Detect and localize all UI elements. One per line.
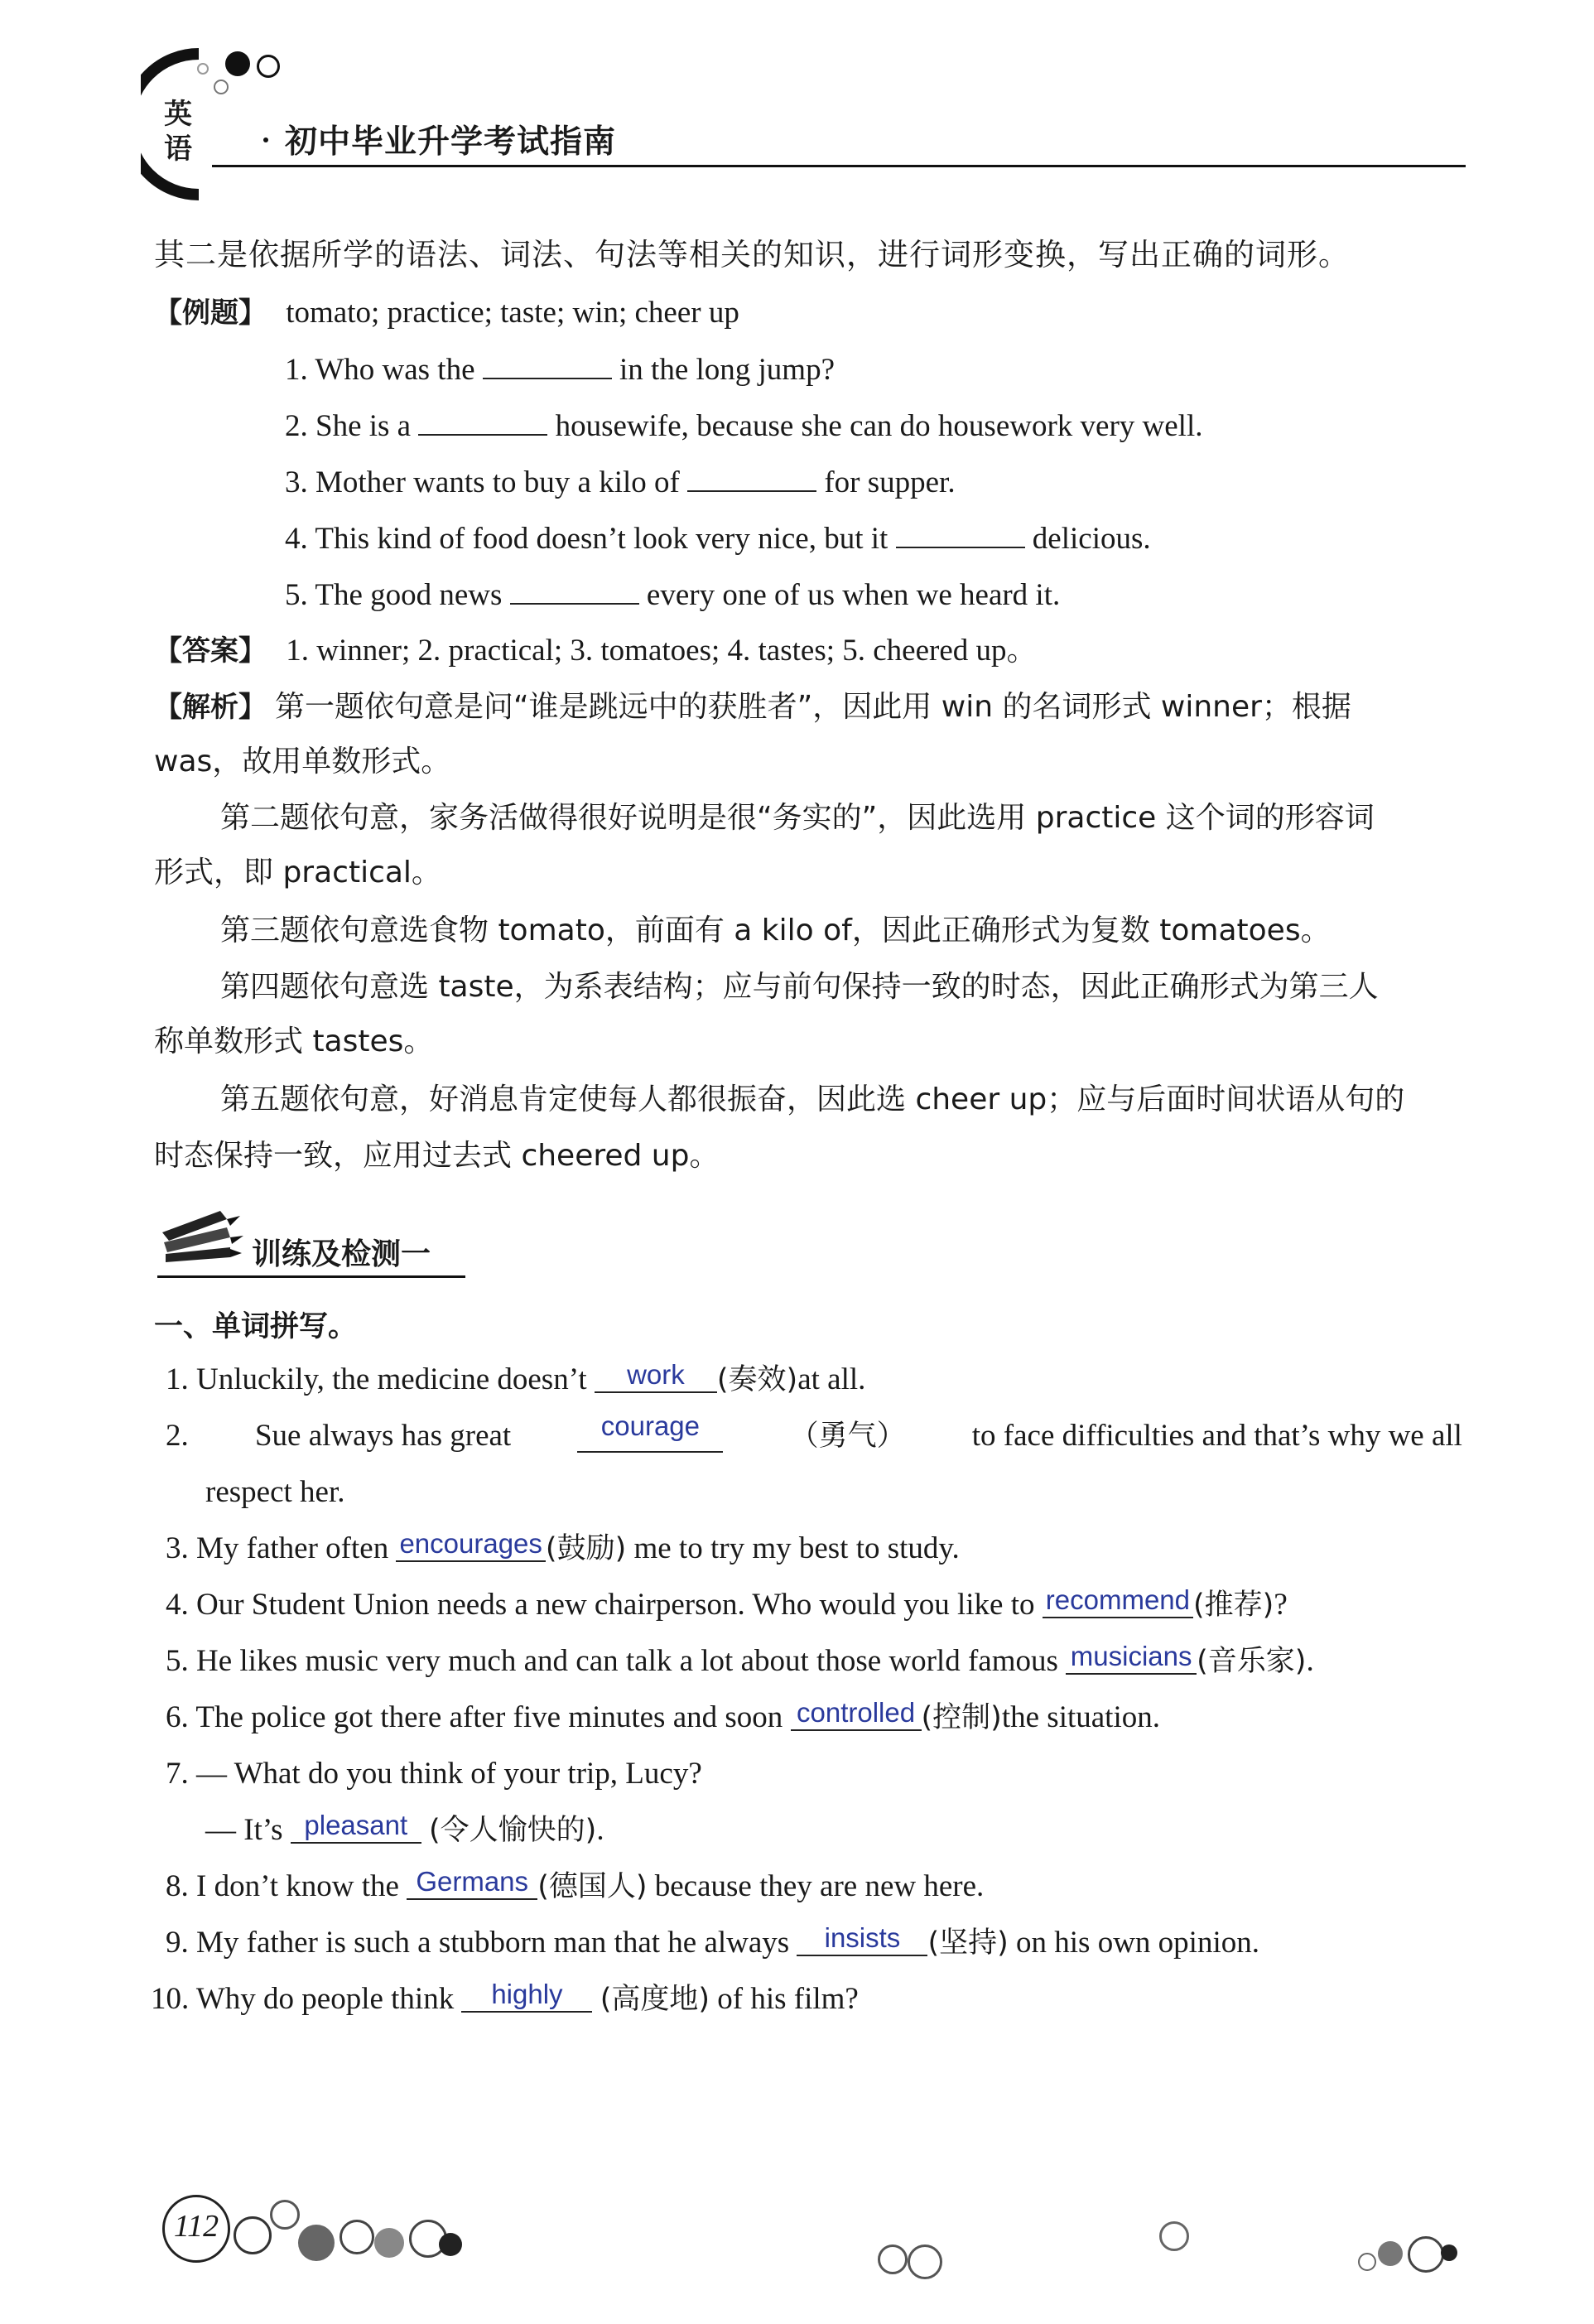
answer-blank[interactable] — [483, 348, 612, 379]
header-rule — [212, 165, 1466, 167]
footer-dot — [1358, 2253, 1376, 2271]
analysis-label: 【解析】 — [154, 691, 267, 724]
exercise-item: 4. Our Student Union needs a new chairperson. Who would you like to recommend (推荐)? — [166, 1584, 1288, 1622]
answer-field[interactable]: highly — [461, 1978, 592, 2013]
footer-dot — [1378, 2241, 1403, 2266]
answer-blank[interactable] — [510, 573, 639, 605]
exercise-item: 7. — What do you think of your trip, Lucy? — [166, 1757, 702, 1791]
footer-dot — [1408, 2236, 1444, 2273]
analysis-text: 第五题依句意，好消息肯定使每人都很振奋，因此选 cheer up；应与后面时间状语从句的 — [220, 1082, 1405, 1116]
header-dot — [257, 55, 280, 78]
example-words: tomato; practice; taste; win; cheer up — [286, 296, 739, 330]
answer-field[interactable]: controlled — [791, 1696, 922, 1731]
example-item: 5. The good news every one of us when we heard it. — [285, 573, 1060, 617]
example-item: 3. Mother wants to buy a kilo of for supper. — [285, 460, 956, 504]
analysis-text: 第二题依句意，家务活做得很好说明是很“务实的”，因此选用 practice 这个词的形容词 — [220, 801, 1375, 835]
section-title: 训练及检测一 — [252, 1237, 431, 1271]
header-dot — [225, 51, 250, 76]
answer-field[interactable]: Germans — [407, 1865, 537, 1900]
exercise-item: 10. Why do people think highly (高度地) of his film? — [151, 1979, 859, 2016]
exercise-item: 2. Sue always has great courage （勇气） to face difficulties and that’s why we all — [166, 1410, 1462, 1453]
answer-field[interactable]: insists — [797, 1921, 927, 1956]
exercise-item: 1. Unluckily, the medicine doesn’t work (奏效)at all. — [166, 1359, 866, 1396]
analysis-text: was，故用单数形式。 — [154, 745, 451, 779]
example-item: 4. This kind of food doesn’t look very nice, but it delicious. — [285, 517, 1151, 561]
answer-label: 【答案】 — [154, 634, 267, 668]
exercise-item: 6. The police got there after five minutes and soon controlled (控制)the situation. — [166, 1697, 1160, 1734]
analysis-row — [154, 686, 1462, 729]
subject-char-1: 英 — [164, 98, 192, 131]
example-item: 1. Who was the in the long jump? — [285, 348, 835, 392]
header-title: 初中毕业升学考试指南 — [285, 123, 617, 161]
answer-field[interactable]: musicians — [1066, 1640, 1197, 1675]
exercise-item: 8. I don’t know the Germans (德国人) because they are new here. — [166, 1866, 985, 1903]
footer-dot — [1441, 2244, 1457, 2261]
footer-dot — [270, 2200, 300, 2230]
example-label: 【例题】 — [154, 297, 267, 330]
example-item: 2. She is a housewife, because she can do housework very well. — [285, 404, 1203, 448]
subject-char-2: 语 — [164, 133, 192, 166]
analysis-text: 第三题依句意选食物 tomato，前面有 a kilo of，因此正确形式为复数 tomatoes。 — [220, 914, 1331, 947]
header-dot — [214, 80, 229, 94]
footer — [0, 2153, 1594, 2324]
pencils-icon — [154, 1208, 245, 1274]
analysis-text: 称单数形式 tastes。 — [154, 1025, 434, 1058]
answer-blank[interactable] — [896, 517, 1025, 548]
analysis-text: 形式，即 practical。 — [154, 856, 441, 890]
analysis-text: 第四题依句意选 taste，为系表结构；应与前句保持一致的时态，因此正确形式为第三人 — [220, 970, 1379, 1004]
answer-field[interactable]: recommend — [1043, 1584, 1193, 1618]
footer-dot — [1159, 2221, 1189, 2251]
footer-dot — [878, 2244, 908, 2274]
part-title: 一、单词拼写。 — [154, 1310, 358, 1343]
header-bullet — [263, 137, 268, 142]
answer-field[interactable]: encourages — [396, 1527, 545, 1562]
page-number: 112 — [173, 2209, 219, 2244]
answer-blank[interactable] — [687, 460, 816, 492]
exercise-item: 3. My father often encourages (鼓励) me to try my best to study. — [166, 1528, 960, 1565]
answer-field[interactable]: pleasant — [291, 1809, 421, 1844]
answer-blank[interactable] — [418, 404, 547, 436]
footer-dot — [340, 2220, 374, 2254]
footer-dot — [234, 2216, 272, 2254]
analysis-text: 第一题依句意是问“谁是跳远中的获胜者”，因此用 win 的名词形式 winner；根据 — [275, 690, 1351, 724]
footer-dot — [439, 2233, 462, 2256]
exercise-item-continued: respect her. — [205, 1475, 345, 1509]
exercise-item: 9. My father is such a stubborn man that he always insists (坚持) on his own opinion. — [166, 1922, 1259, 1960]
example-label-row — [154, 292, 739, 335]
answer-field[interactable]: courage — [577, 1410, 723, 1453]
header-dot — [197, 63, 209, 75]
footer-dot — [908, 2244, 942, 2279]
intro-text: 其二是依据所学的语法、词法、句法等相关的知识，进行词形变换，写出正确的词形。 — [154, 237, 1350, 272]
footer-dot — [298, 2225, 335, 2261]
exercise-item-continued: — It’s pleasant (令人愉快的). — [205, 1810, 604, 1847]
header — [0, 0, 1594, 207]
answer-field[interactable]: work — [595, 1358, 717, 1393]
answer-row — [154, 629, 1038, 673]
answer-text: 1. winner; 2. practical; 3. tomatoes; 4. tastes; 5. cheered up。 — [286, 634, 1038, 668]
footer-dot — [374, 2228, 404, 2258]
section-rule — [157, 1275, 465, 1278]
exercise-item: 5. He likes music very much and can talk a lot about those world famous musicians (音乐家). — [166, 1641, 1314, 1678]
analysis-text: 时态保持一致，应用过去式 cheered up。 — [154, 1139, 720, 1173]
